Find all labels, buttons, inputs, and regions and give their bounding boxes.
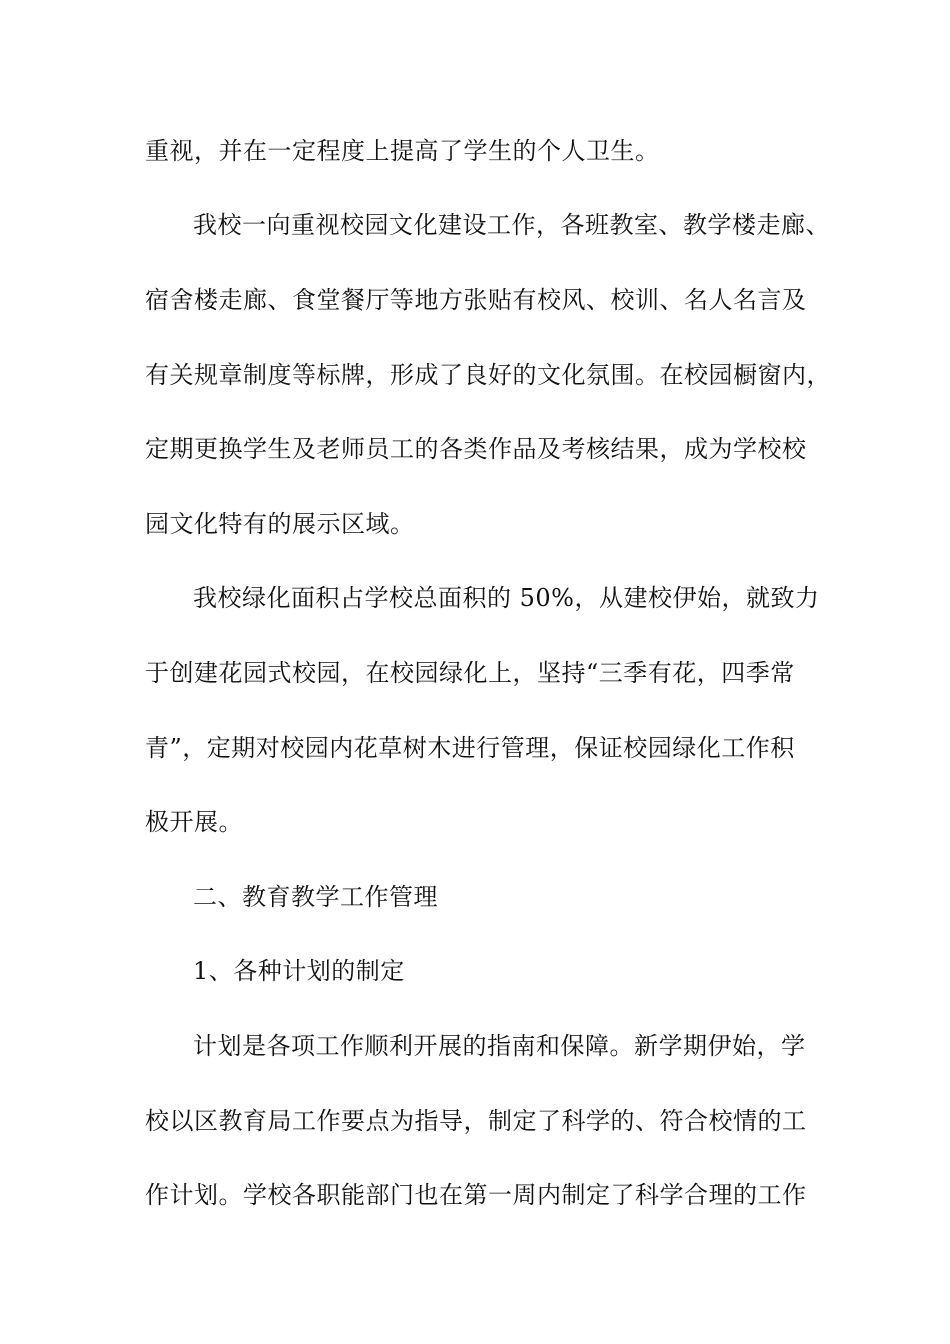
paragraph-line-8: 于创建花园式校园，在校园绿化上，坚持“三季有花，四季常 bbox=[145, 659, 795, 687]
paragraph-line-6: 园文化特有的展示区域。 bbox=[145, 510, 415, 538]
paragraph-line-9: 青”，定期对校园内花草树木进行管理，保证校园绿化工作积 bbox=[145, 734, 795, 762]
paragraph-line-2: 我校一向重视校园文化建设工作，各班教室、教学楼走廊、 bbox=[193, 211, 830, 239]
section-heading: 二、教育教学工作管理 bbox=[193, 883, 438, 911]
paragraph-line-4: 有关规章制度等标牌，形成了良好的文化氛围。在校园橱窗内， bbox=[145, 361, 831, 389]
paragraph-line-3: 宿舍楼走廊、食堂餐厅等地方张贴有校风、校训、名人名言及 bbox=[145, 286, 807, 314]
paragraph-line-5: 定期更换学生及老师员工的各类作品及考核结果，成为学校校 bbox=[145, 435, 807, 463]
paragraph-line-7: 我校绿化面积占学校总面积的 50%，从建校伊始，就致力 bbox=[193, 584, 820, 612]
paragraph-line-13: 计划是各项工作顺利开展的指南和保障。新学期伊始，学 bbox=[193, 1032, 806, 1060]
subsection-heading: 1、各种计划的制定 bbox=[193, 957, 405, 985]
paragraph-line-15: 作计划。学校各职能部门也在第一周内制定了科学合理的工作 bbox=[145, 1181, 807, 1209]
paragraph-line-10: 极开展。 bbox=[145, 808, 243, 836]
paragraph-line-1: 重视，并在一定程度上提高了学生的个人卫生。 bbox=[145, 137, 660, 165]
paragraph-line-14: 校以区教育局工作要点为指导，制定了科学的、符合校情的工 bbox=[145, 1107, 807, 1135]
